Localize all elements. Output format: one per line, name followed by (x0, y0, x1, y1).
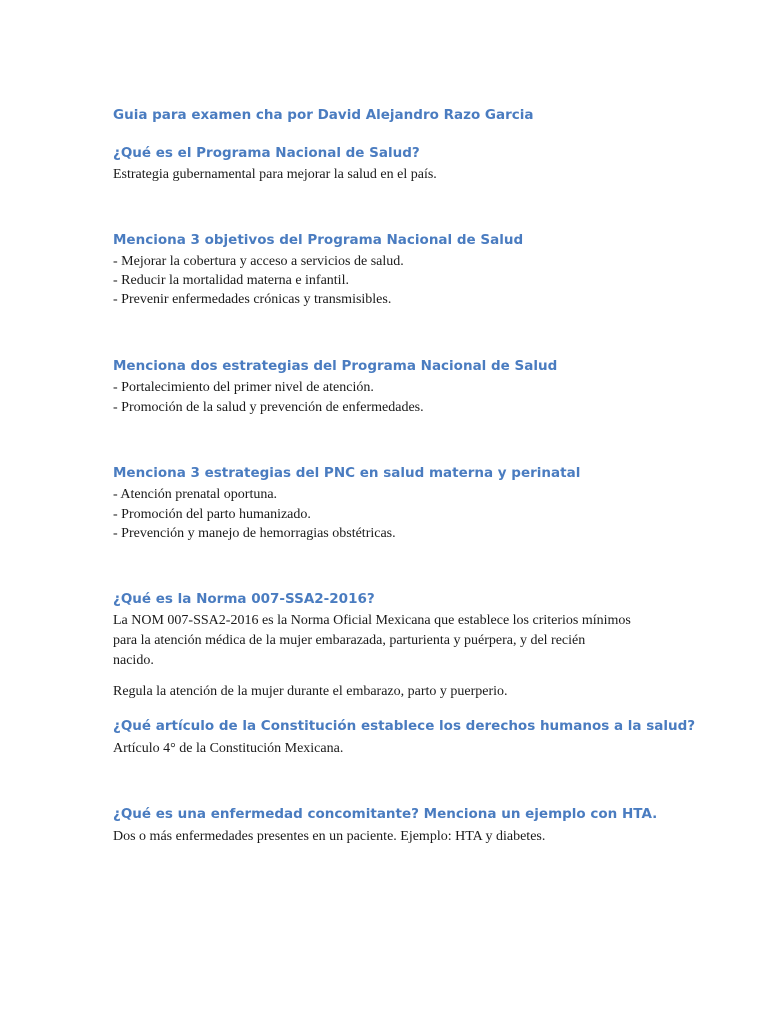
section-5-line-2: para la atención médica de la mujer embarazada, parturienta y puérpera, y del recién (113, 633, 586, 648)
section-heading-1: ¿Qué es el Programa Nacional de Salud? (113, 145, 420, 161)
section-heading-6: ¿Qué artículo de la Constitución establece los derechos humanos a la salud? (113, 718, 696, 734)
section-heading-2: Menciona 3 objetivos del Programa Nacional de Salud (113, 232, 524, 248)
section-5-line-3: nacido. (113, 653, 154, 668)
section-1-line-1: Estrategia gubernamental para mejorar la salud en el país. (113, 167, 437, 182)
section-5-line-1: La NOM 007-SSA2-2016 es la Norma Oficial Mexicana que establece los criterios mínimos (113, 613, 631, 628)
section-6-line-1: Artículo 4° de la Constitución Mexicana. (113, 741, 344, 756)
section-7-line-1: Dos o más enfermedades presentes en un paciente. Ejemplo: HTA y diabetes. (113, 829, 546, 844)
section-heading-5: ¿Qué es la Norma 007-SSA2-2016? (113, 591, 375, 607)
section-4-line-1: - Atención prenatal oportuna. (113, 487, 278, 502)
section-4-line-2: - Promoción del parto humanizado. (113, 507, 311, 522)
section-heading-7: ¿Qué es una enfermedad concomitante? Menciona un ejemplo con HTA. (113, 806, 658, 822)
section-3-line-2: - Promoción de la salud y prevención de enfermedades. (113, 400, 424, 415)
document-title: Guia para examen cha por David Alejandro Razo Garcia (113, 107, 534, 123)
section-2-line-2: - Reducir la mortalidad materna e infantil. (113, 273, 349, 288)
section-2-line-3: - Prevenir enfermedades crónicas y transmisibles. (113, 292, 392, 307)
section-2-line-1: - Mejorar la cobertura y acceso a servicios de salud. (113, 254, 404, 269)
section-5-extra: Regula la atención de la mujer durante el embarazo, parto y puerperio. (113, 684, 508, 699)
section-3-line-1: - Portalecimiento del primer nivel de atención. (113, 380, 374, 395)
section-heading-4: Menciona 3 estrategias del PNC en salud materna y perinatal (113, 465, 581, 481)
section-4-line-3: - Prevención y manejo de hemorragias obstétricas. (113, 526, 396, 541)
section-heading-3: Menciona dos estrategias del Programa Nacional de Salud (113, 358, 558, 374)
